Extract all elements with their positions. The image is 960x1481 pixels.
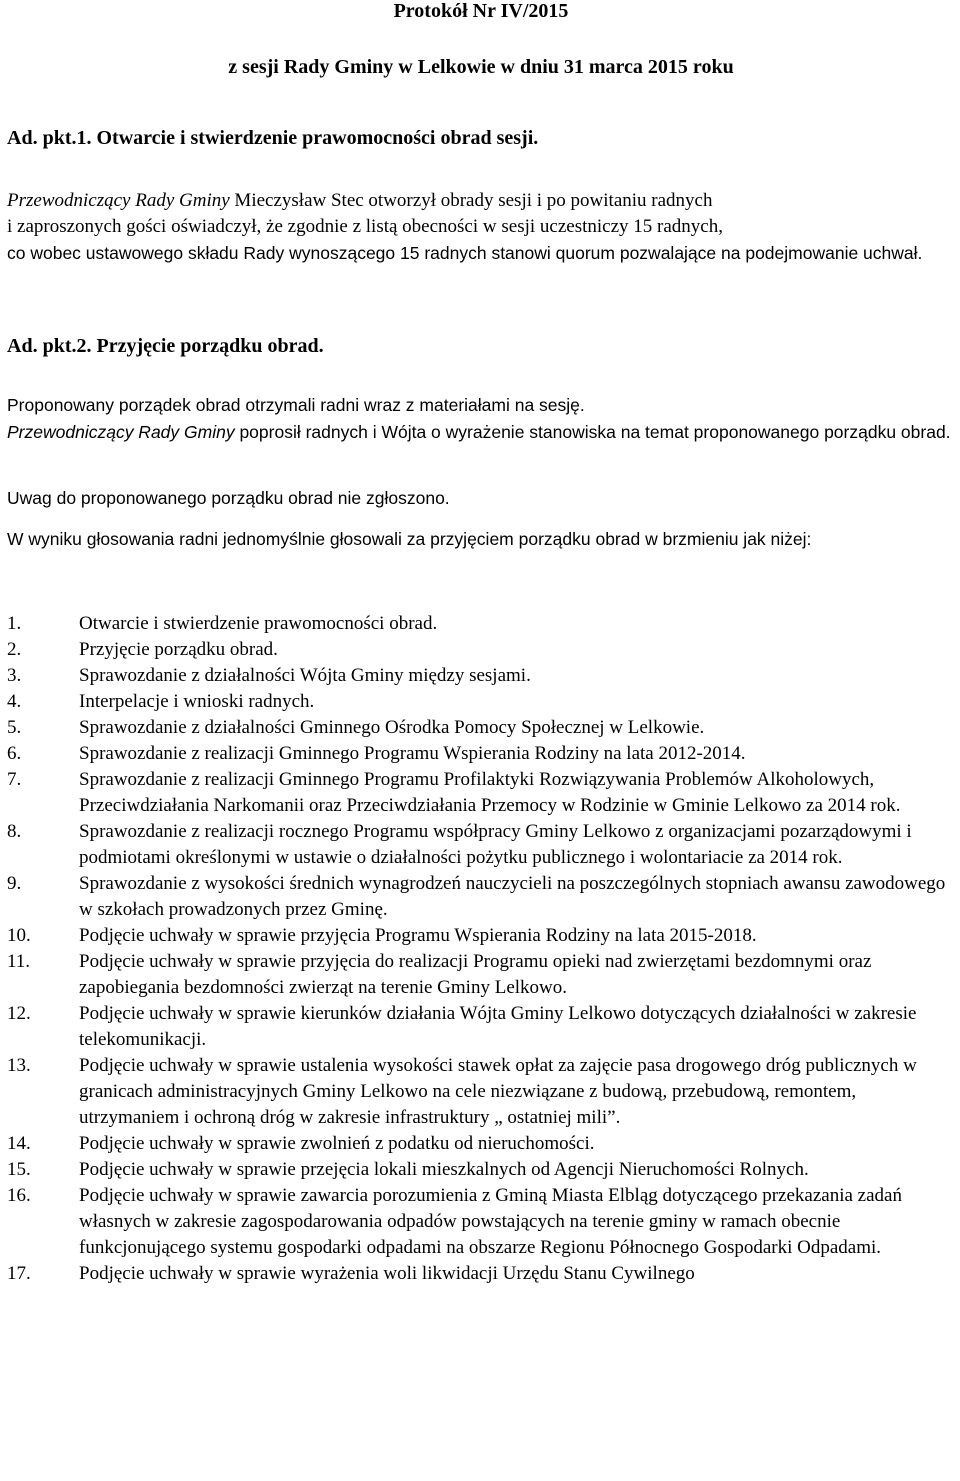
agenda-item <box>7 1131 957 1157</box>
agenda-item-text: Podjęcie uchwały w sprawie przejęcia lokali mieszkalnych od Agencji Nieruchomości Rolnych. <box>79 1159 809 1180</box>
agenda-item <box>7 715 957 741</box>
document-subtitle: z sesji Rady Gminy w Lelkowie w dniu 31 marca 2015 roku <box>228 56 734 78</box>
agenda-item-text: Podjęcie uchwały w sprawie zawarcia porozumienia z Gminą Miasta Elbląg dotyczącego przekazania zadań własnych w zakresie zagospodarowania odpadów powstających na terenie gminy w ramach obecnie funkcjonującego systemu gospodarki odpadami na obszarze Regionu Północnego Gospodarki Odpadami. <box>79 1185 902 1258</box>
agenda-item-number: 14. <box>7 1133 31 1154</box>
section-1-heading: Ad. pkt.1. Otwarcie i stwierdzenie prawomocności obrad sesji. <box>7 127 539 149</box>
agenda-item-text: Otwarcie i stwierdzenie prawomocności obrad. <box>79 613 438 634</box>
agenda-item <box>7 689 957 715</box>
agenda-item-text: Sprawozdanie z realizacji Gminnego Programu Profilaktyki Rozwiązywania Problemów Alkoholowych, Przeciwdziałania Narkomanii oraz Przeciwdziałania Przemocy w Rodzinie w Gminie Lelkowo za 2014 rok. <box>79 769 901 816</box>
agenda-item-text: Sprawozdanie z działalności Gminnego Ośrodka Pomocy Społecznej w Lelkowie. <box>79 717 705 738</box>
agenda-received-text: Proponowany porządek obrad otrzymali radni wraz z materiałami na sesję. <box>7 395 585 415</box>
agenda-item <box>7 923 957 949</box>
chairman-title: Przewodniczący Rady Gminy <box>7 422 235 442</box>
vote-result-text: W wyniku głosowania radni jednomyślnie głosowali za przyjęciem porządku obrad w brzmieniu jak niżej: <box>7 529 812 549</box>
agenda-item-number: 13. <box>7 1055 31 1076</box>
agenda-item <box>7 637 957 663</box>
agenda-item-text: Przyjęcie porządku obrad. <box>79 639 278 660</box>
agenda-item-number: 3. <box>7 665 22 686</box>
paragraph-text: Mieczysław Stec otworzył obrady sesji i po powitaniu radnych <box>229 190 713 211</box>
agenda-item-number: 12. <box>7 1003 31 1024</box>
section-1-paragraph <box>7 188 955 267</box>
agenda-item <box>7 767 957 819</box>
agenda-item <box>7 1183 957 1261</box>
agenda-item-text: Sprawozdanie z realizacji rocznego Programu współpracy Gminy Lelkowo z organizacjami pozarządowymi i podmiotami określonymi w ustawie o działalności pożytku publicznego i wolontariacie za 2014 rok. <box>79 821 912 868</box>
section-2-heading: Ad. pkt.2. Przyjęcie porządku obrad. <box>7 335 324 357</box>
agenda-item-text: Sprawozdanie z działalności Wójta Gminy między sesjami. <box>79 665 531 686</box>
agenda-item-number: 4. <box>7 691 22 712</box>
agenda-item-text: Sprawozdanie z wysokości średnich wynagrodzeń nauczycieli na poszczególnych stopniach awansu zawodowego w szkołach prowadzonych przez Gminę. <box>79 873 946 920</box>
agenda-item-number: 15. <box>7 1159 31 1180</box>
agenda-item-number: 16. <box>7 1185 31 1206</box>
agenda-item-number: 9. <box>7 873 22 894</box>
agenda-item-text: Podjęcie uchwały w sprawie kierunków działania Wójta Gminy Lelkowo dotyczących działalności w zakresie telekomunikacji. <box>79 1003 917 1050</box>
agenda-item-number: 17. <box>7 1263 31 1284</box>
agenda-item-number: 7. <box>7 769 22 790</box>
agenda-item-number: 6. <box>7 743 22 764</box>
agenda-item-text: Podjęcie uchwały w sprawie przyjęcia do realizacji Programu opieki nad zwierzętami bezdomnymi oraz zapobiegania bezdomności zwierząt na terenie Gminy Lelkowo. <box>79 951 872 998</box>
paragraph-text: co wobec ustawowego składu Rady wynoszącego 15 radnych stanowi quorum pozwalające na podejmowanie uchwał. <box>7 243 923 263</box>
document-title: Protokół Nr IV/2015 <box>393 0 569 22</box>
agenda-item-text: Podjęcie uchwały w sprawie wyrażenia woli likwidacji Urzędu Stanu Cywilnego <box>79 1263 695 1284</box>
agenda-item <box>7 1001 957 1053</box>
agenda-item-number: 8. <box>7 821 22 842</box>
agenda-item <box>7 663 957 689</box>
agenda-item-text: Podjęcie uchwały w sprawie zwolnień z podatku od nieruchomości. <box>79 1133 595 1154</box>
paragraph-text: poprosił radnych i Wójta o wyrażenie stanowiska na temat proponowanego porządku obrad. <box>234 422 951 442</box>
agenda-item <box>7 819 957 871</box>
agenda-item-number: 11. <box>7 951 31 972</box>
agenda-item-text: Interpelacje i wnioski radnych. <box>79 691 315 712</box>
agenda-item <box>7 1157 957 1183</box>
agenda-item <box>7 1053 957 1131</box>
agenda-item <box>7 949 957 1001</box>
agenda-item-number: 5. <box>7 717 22 738</box>
agenda-item-text: Sprawozdanie z realizacji Gminnego Programu Wspierania Rodziny na lata 2012-2014. <box>79 743 746 764</box>
agenda-item-text: Podjęcie uchwały w sprawie ustalenia wysokości stawek opłat za zajęcie pasa drogowego dróg publicznych w granicach administracyjnych Gminy Lelkowo na cele niezwiązane z budową, przebudową, remontem, utrzymaniem i ochroną dróg w zakresie infrastruktury „ ostatniej mili”. <box>79 1055 917 1128</box>
agenda-item-number: 2. <box>7 639 22 660</box>
paragraph-text: i zaproszonych gości oświadczył, że zgodnie z listą obecności w sesji uczestniczy 15 radnych, <box>7 216 723 237</box>
agenda-item <box>7 611 957 637</box>
chairman-request-text <box>7 419 955 445</box>
agenda-item-number: 10. <box>7 925 31 946</box>
agenda-item <box>7 741 957 767</box>
agenda-item <box>7 871 957 923</box>
agenda-item-text: Podjęcie uchwały w sprawie przyjęcia Programu Wspierania Rodziny na lata 2015-2018. <box>79 925 757 946</box>
chairman-title: Przewodniczący Rady Gminy <box>7 190 230 211</box>
no-remarks-text: Uwag do proponowanego porządku obrad nie zgłoszono. <box>7 488 450 508</box>
agenda-item-number: 1. <box>7 613 22 634</box>
agenda-item <box>7 1261 957 1287</box>
agenda-list <box>7 611 957 1287</box>
